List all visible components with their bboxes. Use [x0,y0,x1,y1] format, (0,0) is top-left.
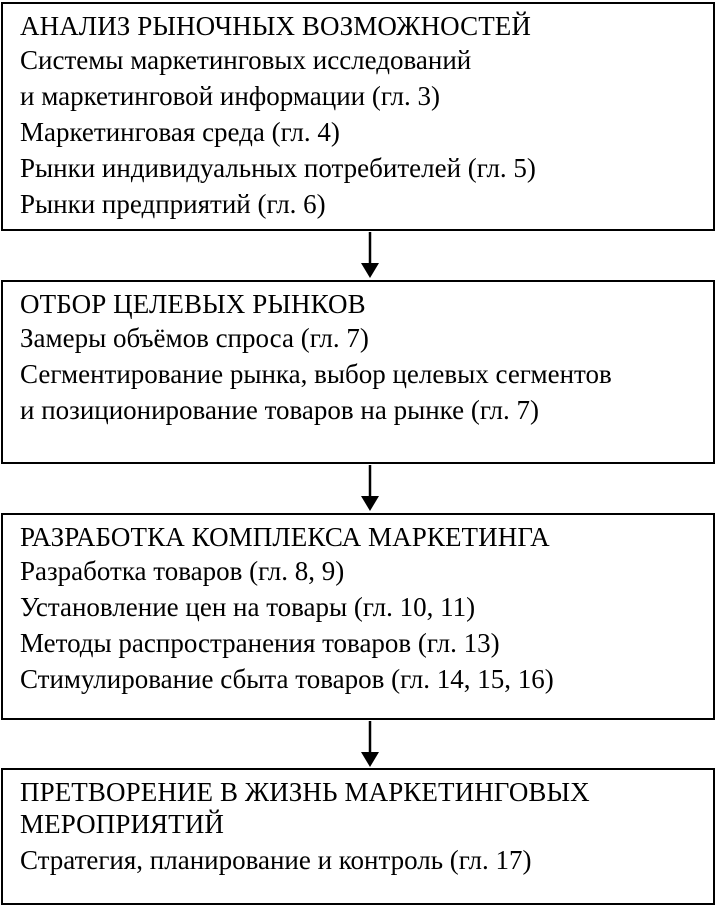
stage-title: ОТБОР ЦЕЛЕВЫХ РЫНКОВ [20,289,366,319]
stage-item: и позиционирование товаров на рынке (гл. 7) [20,395,539,425]
flow-arrow-down-3 [352,721,388,767]
stage-item: Стратегия, планирование и контроль (гл. 17) [20,845,532,875]
stage-title: РАЗРАБОТКА КОМПЛЕКСА МАРКЕТИНГА [20,522,550,552]
stage-item: Системы маркетинговых исследований [20,45,472,75]
stage-box-market-opportunities [1,2,715,231]
flow-arrow-down-2 [352,465,388,511]
stage-item: Сегментирование рынка, выбор целевых сегментов [20,359,612,389]
stage-title: АНАЛИЗ РЫНОЧНЫХ ВОЗМОЖНОСТЕЙ [20,11,531,41]
stage-item: Разработка товаров (гл. 8, 9) [20,556,345,586]
stage-item: Стимулирование сбыта товаров (гл. 14, 15, 16) [20,664,554,694]
stage-item: Маркетинговая среда (гл. 4) [20,117,340,147]
stage-box-implementation [1,768,715,905]
stage-box-marketing-mix [1,513,715,720]
stage-item: Рынки индивидуальных потребителей (гл. 5) [20,153,536,183]
stage-title-continued: МЕРОПРИЯТИЙ [20,809,224,839]
stage-item: Замеры объёмов спроса (гл. 7) [20,323,369,353]
stage-box-target-markets [1,280,715,464]
stage-item: Методы распространения товаров (гл. 13) [20,628,500,658]
stage-item: Рынки предприятий (гл. 6) [20,189,326,219]
flow-arrow-down-1 [352,232,388,278]
stage-title: ПРЕТВОРЕНИЕ В ЖИЗНЬ МАРКЕТИНГОВЫХ [20,777,590,807]
stage-item: Установление цен на товары (гл. 10, 11) [20,592,476,622]
stage-item: и маркетинговой информации (гл. 3) [20,81,441,111]
